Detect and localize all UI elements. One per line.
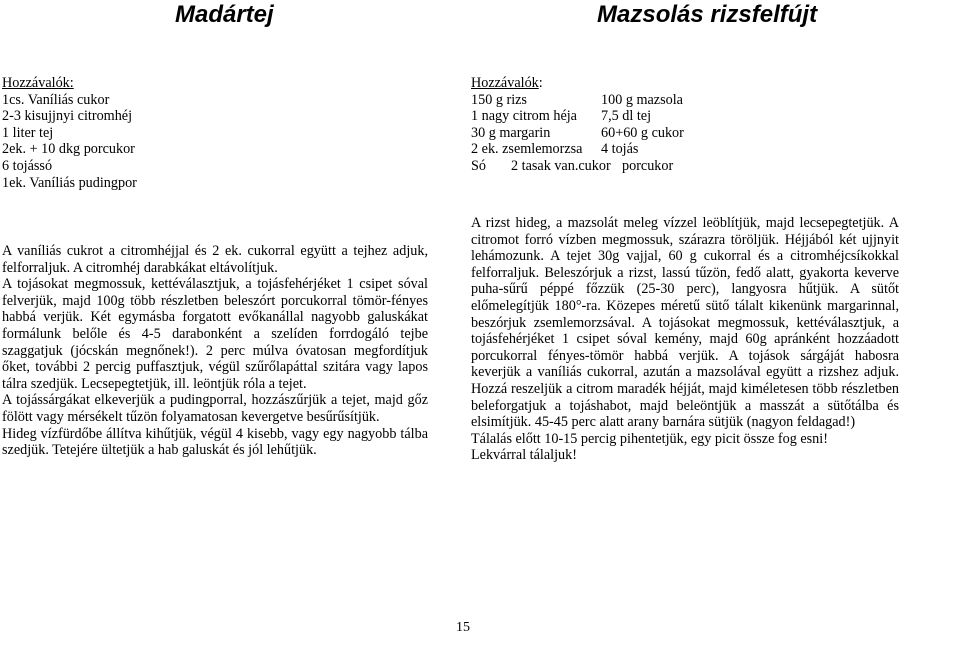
ingredient-item: 1 nagy citrom héja <box>471 108 577 125</box>
method-paragraph: A rizst hideg, a mazsolát meleg vízzel leöblítjük, majd lecsepegtetjük. A citromot forró vízben megmossuk, szárazra töröljük. Héjjából két ujjnyit lehámozunk. A tejet 30g vajjal, 60 g cukorral és a citromhéjcsíkokkal felforraljuk. Beleszórjuk a rizst, lassú tűzön, fedő alatt, gyakorta keverve puha-sűrű péppé főzzük (25-30 perc), langyosra hűtjük. A sütőt előmelegítjük 180°-ra. Közepes méretű sütő tálalt kikenünk margarinnal, beszórjuk zsemlemorzsával. A tojásokat megmossuk, kettéválasztjuk, a tojásfehérjéket 1 csipet sóval kemény, majd 60g apránként hozzáadott porcukorral fényes-tömör habbá verjük. A tojások sárgáját habosra keverjük a vaníliás cukorral, azután a mazsolával együtt a rizshez adjuk. Hozzá reszeljük a citrom maradék héjját, majd kiméletesen több részletben beleforgatjuk a tojáshabot, majd beleöntjük a masszát a sütőtálba és elsimítjük. 45-45 perc alatt arany barnára sütjük (nagyon feldagad!) <box>471 215 899 431</box>
right-ingredients <box>471 75 899 175</box>
right-ingredients-label: Hozzávalók <box>471 75 539 91</box>
ingredient-item: Só <box>471 157 486 174</box>
ingredient-row <box>471 108 899 125</box>
ingredient-row <box>471 125 899 142</box>
method-paragraph: Lekvárral tálaljuk! <box>471 447 577 464</box>
ingredient-row <box>471 92 899 109</box>
right-method <box>471 215 899 464</box>
ingredient-item: 1ek. Vaníliás pudingpor <box>2 174 137 191</box>
ingredient-item: 2 tasak van.cukor <box>511 157 611 174</box>
ingredient-item: 2 ek. zsemlemorzsa <box>471 141 583 158</box>
recipe-title-rizsfelfujt: Mazsolás rizsfelfújt <box>597 1 818 28</box>
page-number: 15 <box>456 620 470 635</box>
recipe-title-madartej: Madártej <box>175 1 274 28</box>
ingredient-item: 6 tojássó <box>2 157 53 174</box>
ingredient-item: 1cs. Vaníliás cukor <box>2 91 110 108</box>
left-method <box>2 243 428 459</box>
ingredient-item: 4 tojás <box>601 141 639 158</box>
method-paragraph: A vaníliás cukrot a citromhéjjal és 2 ek. cukorral együtt a tejhez adjuk, felforraljuk. A citromhéj darabkákat eltávolítjuk. <box>2 243 428 276</box>
right-ingredients-label-colon: : <box>538 75 543 91</box>
ingredient-row <box>471 158 899 175</box>
ingredient-item: 1 liter tej <box>2 124 54 141</box>
left-ingredients <box>2 75 428 191</box>
ingredient-item: 30 g margarin <box>471 124 551 141</box>
ingredient-row <box>471 141 899 158</box>
ingredient-item: 2ek. + 10 dkg porcukor <box>2 141 135 158</box>
left-ingredients-label: Hozzávalók: <box>2 75 74 91</box>
ingredient-item: 150 g rizs <box>471 91 527 108</box>
method-paragraph: Tálalás előtt 10-15 percig pihentetjük, egy picit össze fog esni! <box>471 430 828 447</box>
ingredient-item: porcukor <box>622 157 674 174</box>
ingredient-item: 100 g mazsola <box>601 91 683 108</box>
method-paragraph: A tojássárgákat elkeverjük a pudingporral, hozzászűrjük a tejet, majd gőz fölött vagy mérsékelt tűzön folyamatosan kevergetve besűrűsítjük. <box>2 392 428 425</box>
ingredient-item: 7,5 dl tej <box>601 108 652 125</box>
method-paragraph: Hideg vízfürdőbe állítva kihűtjük, végül 4 kisebb, vagy egy nagyobb tálba szedjük. Tetejére ültetjük a hab galuskát és jól lehűtjük. <box>2 425 428 459</box>
ingredient-item: 2-3 kisujjnyi citromhéj <box>2 108 133 125</box>
ingredient-item: 60+60 g cukor <box>601 124 684 141</box>
method-paragraph: A tojásokat megmossuk, kettéválasztjuk, a tojásfehérjéket 1 csipet sóval felverjük, majd 100g több részletben beleszórt porcukorral tömör-fényes habbá verjük. Két egymásba forgatott evőkanállal nagyobb galuskákat formálunk belőle és 4-5 darabonként a szelíden forrdogáló tejbe szaggatjuk (jócskán megnőnek!). 2 perc múlva óvatosan megfordítjuk őket, további 2 percig puffasztjuk, végül szűrőlapáttal szitára vagy lapos tálra szedjük. Lecsepegtetjük, ill. leöntjük róla a tejet. <box>2 276 428 392</box>
